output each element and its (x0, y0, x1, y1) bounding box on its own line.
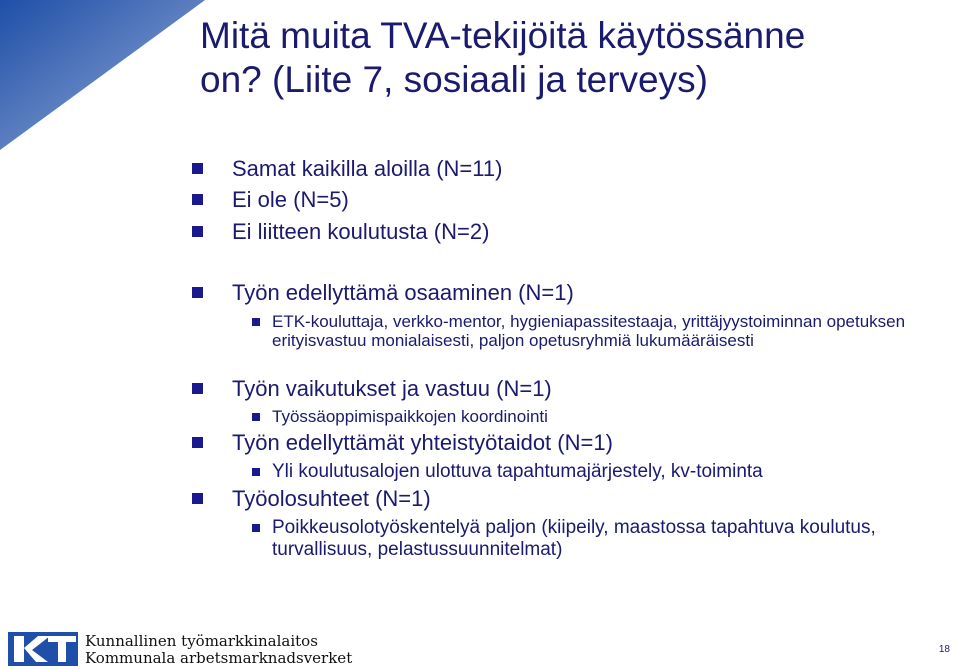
list-item: Ei ole (N=5) (192, 187, 349, 213)
bullet-icon (192, 437, 203, 448)
sub-list-item: Yli koulutusalojen ulottuva tapahtumajärjestely, kv-toiminta (252, 461, 960, 483)
sub-list-item: ETK-kouluttaja, verkko-mentor, hygieniapassitestaaja, yrittäjyystoiminnan opetuksen erityisvastuu monialaisesti, paljon opetusryhmiä lukumääräisesti (252, 312, 922, 350)
slide-title (200, 14, 940, 102)
bullet-icon (252, 413, 260, 421)
page-number: 18 (938, 644, 950, 655)
list-item: Työn edellyttämä osaaminen (N=1) (192, 280, 574, 306)
sub-list-item: Työssäoppimispaikkojen koordinointi (252, 407, 922, 426)
bullet-icon (192, 383, 203, 394)
bullet-icon (192, 493, 203, 504)
list-item: Ei liitteen koulutusta (N=2) (192, 219, 489, 245)
ktv-logo-icon (8, 628, 80, 668)
bullet-icon (252, 468, 260, 476)
org-name-fi: Kunnallinen työmarkkinalaitos (85, 632, 318, 650)
org-name-sv: Kommunala arbetsmarknadsverket (85, 649, 353, 667)
sub-list-item: Poikkeusolotyöskentelyä paljon (kiipeily, maastossa tapahtuva koulutus, turvallisuus, pelastussuunnitelmat) (252, 517, 960, 561)
bullet-icon (192, 194, 203, 205)
corner-decoration (0, 0, 210, 150)
list-item: Samat kaikilla aloilla (N=11) (192, 156, 502, 182)
bullet-icon (252, 318, 260, 326)
title-line-2: on? (Liite 7, sosiaali ja terveys) (200, 59, 708, 100)
title-line-1: Mitä muita TVA-tekijöitä käytössänne (200, 15, 806, 56)
bullet-icon (192, 287, 203, 298)
bullet-icon (252, 524, 260, 532)
footer-organization (85, 633, 352, 667)
list-item: Työn edellyttämät yhteistyötaidot (N=1) (192, 430, 613, 456)
bullet-icon (192, 163, 203, 174)
list-item: Työn vaikutukset ja vastuu (N=1) (192, 376, 552, 402)
list-item: Työolosuhteet (N=1) (192, 486, 431, 512)
bullet-icon (192, 226, 203, 237)
